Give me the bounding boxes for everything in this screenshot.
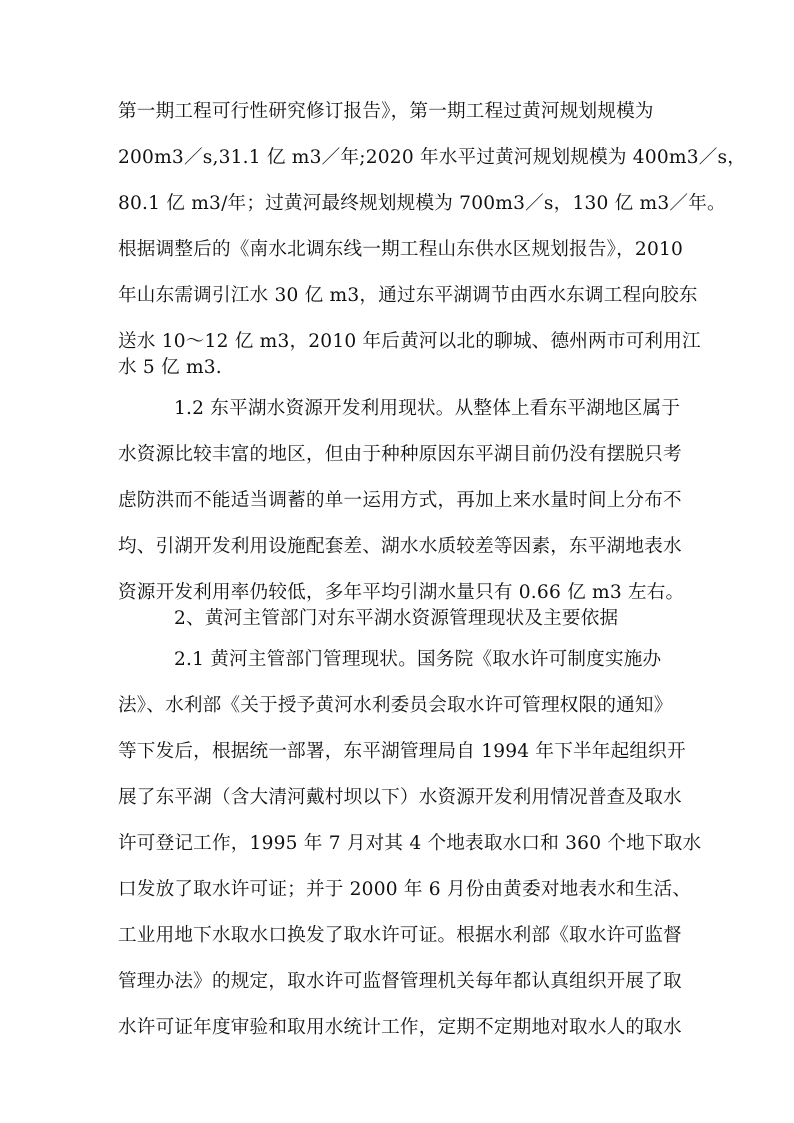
text-line: 第一期工程可行性研究修订报告》，第一期工程过黄河规划规模为 <box>118 101 654 122</box>
text-line: 水资源比较丰富的地区，但由于种种原因东平湖目前仍没有摆脱只考 <box>118 444 682 465</box>
text-line: 等下发后，根据统一部署，东平湖管理局自 1994 年下半年起组织开 <box>118 741 686 762</box>
text-line: 口发放了取水许可证；并于 2000 年 6 月份由黄委对地表水和生活、 <box>118 879 692 900</box>
text-line: 法》、水利部《关于授予黄河水利委员会取水许可管理权限的通知》 <box>118 695 673 716</box>
paragraph-heading-1-2: 1.2 东平湖水资源开发利用现状。从整体上看东平湖地区属于 <box>174 398 681 419</box>
text-line: 年山东需调引江水 30 亿 m3，通过东平湖调节由西水东调工程向胶东 <box>118 285 698 306</box>
text-line: 送水 10～12 亿 m3，2010 年后黄河以北的聊城、德州两市可利用江 <box>118 331 701 352</box>
text-line: 水 5 亿 m3. <box>118 357 222 378</box>
text-line: 许可登记工作，1995 年 7 月对其 4 个地表取水口和 360 个地下取水 <box>118 833 702 854</box>
text-line: 虑防洪而不能适当调蓄的单一运用方式，再加上来水量时间上分布不 <box>118 490 682 511</box>
text-line: 资源开发利用率仍较低，多年平均引湖水量只有 0.66 亿 m3 左右。 <box>118 582 685 603</box>
text-line: 展了东平湖（含大清河戴村坝以下）水资源开发利用情况普查及取水 <box>118 787 682 808</box>
text-line: 200m3／s,31.1 亿 m3／年;2020 年水平过黄河规划规模为 400m3／s， <box>118 147 747 168</box>
text-line: 水许可证年度审验和取用水统计工作，定期不定期地对取水人的取水 <box>118 1017 682 1038</box>
text-line: 管理办法》的规定，取水许可监督管理机关每年都认真组织开展了取 <box>118 971 682 992</box>
text-line: 工业用地下水取水口换发了取水许可证。根据水利部《取水许可监督 <box>118 925 682 946</box>
text-line: 80.1 亿 m3/年；过黄河最终规划规模为 700m3／s，130 亿 m3／年。 <box>118 193 726 214</box>
section-heading-2: 2、黄河主管部门对东平湖水资源管理现状及主要依据 <box>174 608 619 629</box>
text-line: 均、引湖开发利用设施配套差、湖水水质较差等因素，东平湖地表水 <box>118 536 682 557</box>
paragraph-heading-2-1: 2.1 黄河主管部门管理现状。国务院《取水许可制度实施办 <box>174 649 662 670</box>
text-line: 根据调整后的《南水北调东线一期工程山东供水区规划报告》，2010 <box>118 239 684 260</box>
